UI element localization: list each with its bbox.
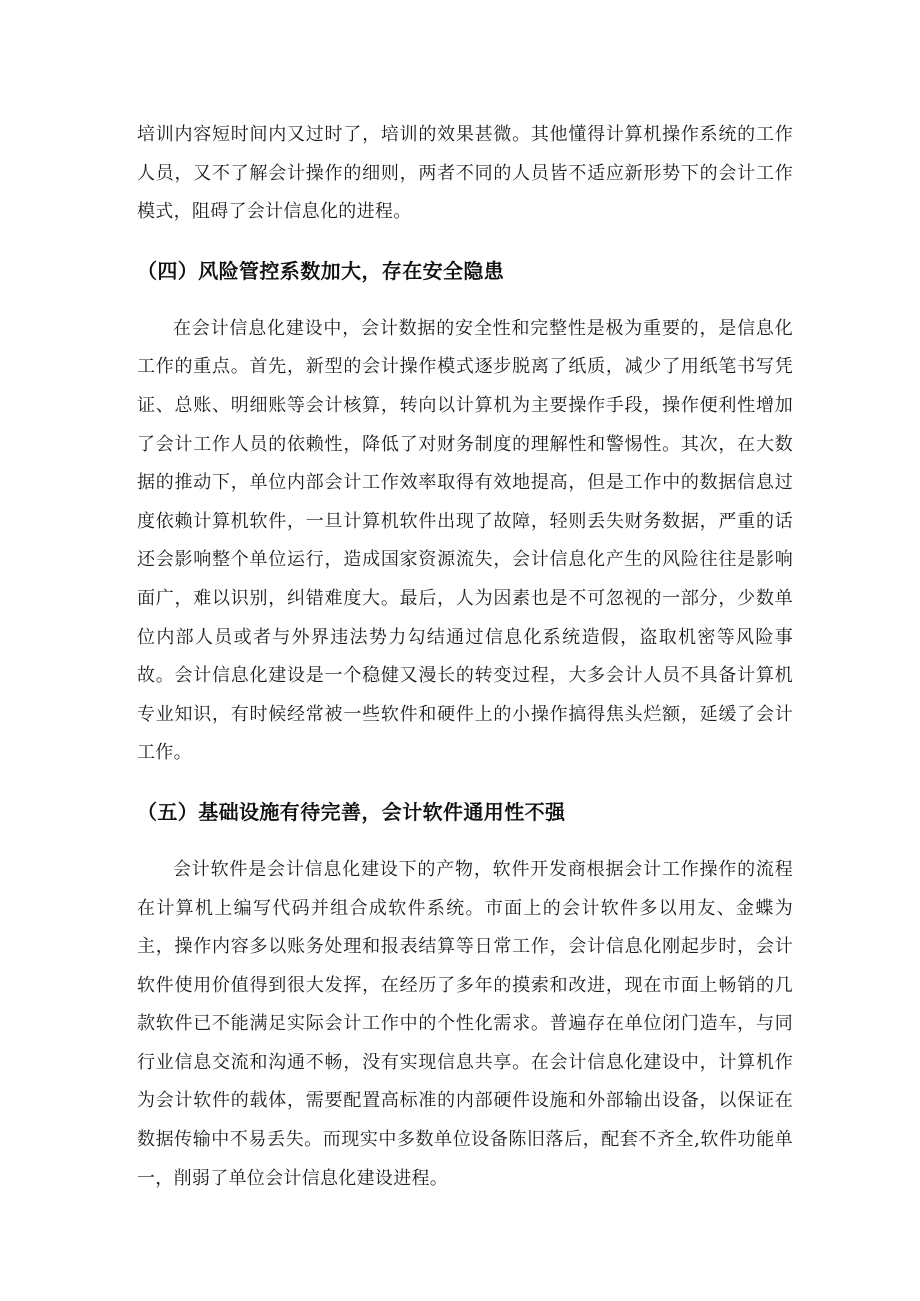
spacer <box>137 286 793 310</box>
paragraph-continued-training: 培训内容短时间内又过时了，培训的效果甚微。其他懂得计算机操作系统的工作人员，又不了解会计操作的细则，两者不同的人员皆不适应新形势下的会计工作模式，阻碍了会计信息化的进程。 <box>137 124 793 223</box>
spacer <box>137 232 793 256</box>
spacer <box>137 773 793 797</box>
section-heading-infrastructure: （五）基础设施有待完善，会计软件通用性不强 <box>137 799 566 824</box>
paragraph-risk-control: 在会计信息化建设中，会计数据的安全性和完整性是极为重要的，是信息化工作的重点。首先，新型的会计操作模式逐步脱离了纸质，减少了用纸笔书写凭证、总账、明细账等会计核算，转向以计算机为主要操作手段，操作便利性增加了会计工作人员的依赖性，降低了对财务制度的理解性和警惕性。其次，在大数据的推动下，单位内部会计工作效率取得有效地提高，但是工作中的数据信息过度依赖计算机软件，一旦计算机软件出现了故障，轻则丢失财务数据，严重的话还会影响整个单位运行，造成国家资源流失，会计信息化产生的风险往往是影响面广，难以识别，纠错难度大。最后，人为因素也是不可忽视的一部分，少数单位内部人员或者与外界违法势力勾结通过信息化系统造假，盗取机密等风险事故。会计信息化建设是一个稳健又漫长的转变过程，大多会计人员不具备计算机专业知识，有时候经常被一些软件和硬件上的小操作搞得焦头烂额，延缓了会计工作。 <box>137 317 793 764</box>
spacer <box>137 827 793 851</box>
document-body <box>137 116 793 1198</box>
paragraph-infrastructure: 会计软件是会计信息化建设下的产物，软件开发商根据会计工作操作的流程在计算机上编写代码并组合成软件系统。市面上的会计软件多以用友、金蝶为主，操作内容多以账务处理和报表结算等日常工作，会计信息化刚起步时，会计软件使用价值得到很大发挥，在经历了多年的摸索和改进，现在市面上畅销的几款软件已不能满足实际会计工作中的个性化需求。普遍存在单位闭门造车，与同行业信息交流和沟通不畅，没有实现信息共享。在会计信息化建设中，计算机作为会计软件的载体，需要配置高标准的内部硬件设施和外部输出设备，以保证在数据传输中不易丢失。而现实中多数单位设备陈旧落后，配套不齐全,软件功能单一，削弱了单位会计信息化建设进程。 <box>137 858 793 1189</box>
section-heading-risk-control: （四）风险管控系数加大，存在安全隐患 <box>137 258 505 283</box>
